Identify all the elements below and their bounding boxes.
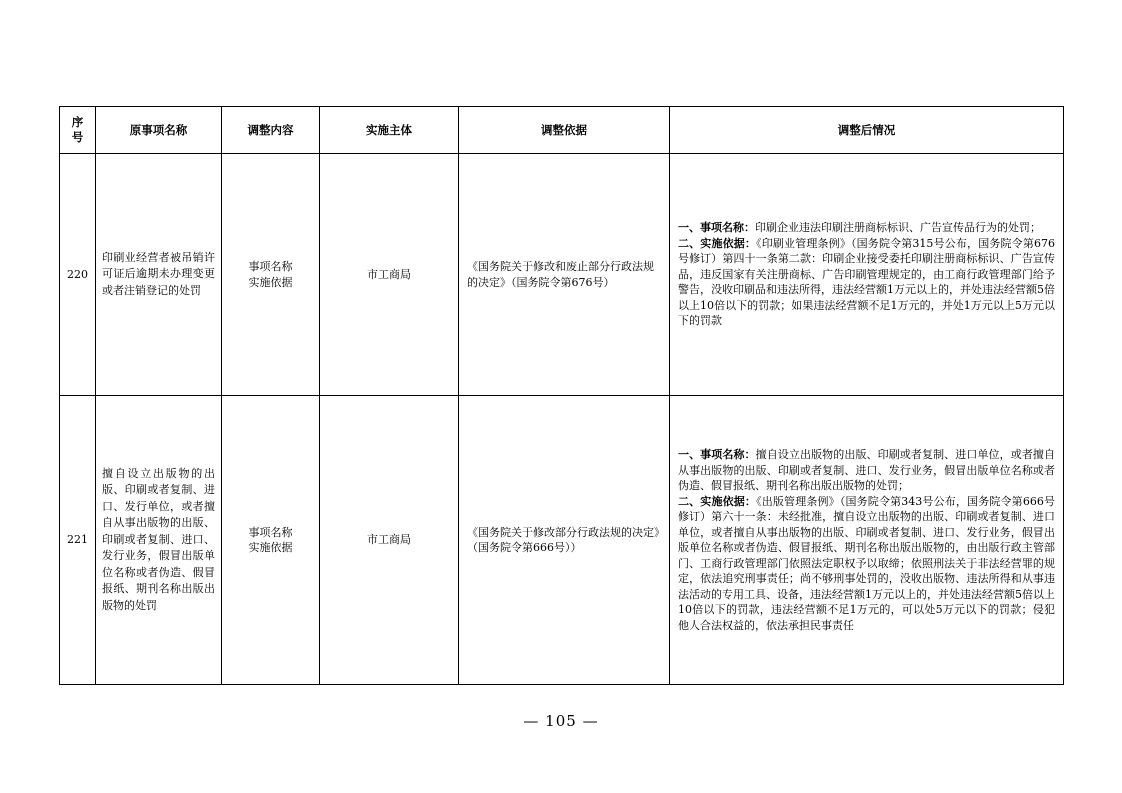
- result-basis: [678, 236, 1055, 329]
- result-basis-label: 二、实施依据：: [678, 236, 757, 250]
- header-num: [60, 107, 96, 154]
- result-item-name: [678, 220, 1055, 236]
- row-subject: 市工商局: [320, 396, 459, 685]
- result-basis: [678, 494, 1055, 634]
- content-line: 实施依据: [248, 541, 293, 554]
- table-row: [60, 396, 1064, 685]
- result-item-text: 印刷企业违法印刷注册商标标识、广告宣传品行为的处罚；: [755, 221, 1041, 235]
- result-item-text: 擅自设立出版物的出版、印刷或者复制、进口单位，或者擅自从事出版物的出版、印刷或者复制、进口、发行业务，假冒出版单位名称或者伪造、假冒报纸、期刊名称出版出版物的处罚；: [678, 448, 1056, 492]
- header-basis: 调整依据: [459, 107, 670, 154]
- table-row: [60, 154, 1064, 396]
- table-header-row: [60, 107, 1064, 154]
- header-subject: 实施主体: [320, 107, 459, 154]
- header-result: 调整后情况: [670, 107, 1064, 154]
- row-original-name: 印刷业经营者被吊销许可证后逾期未办理变更或者注销登记的处罚: [96, 154, 222, 396]
- header-content: 调整内容: [222, 107, 320, 154]
- result-basis-label: 二、实施依据：: [678, 494, 757, 508]
- content-line: 实施依据: [248, 275, 293, 289]
- result-item-name: [678, 447, 1055, 494]
- result-basis-text: 《印刷业管理条例》（国务院令第315号公布，国务院令第676号修订）第四十一条第二款：印刷企业接受委托印刷注册商标标识、广告宣传品，违反国家有关注册商标、广告印刷管理规定的，由工商行政管理部门给予警告，没收印刷品和违法所得，违法经营额1万元以上的，并处违法经营额5倍以上10倍以下的罚款；如果违法经营额不足1万元的，并处1万元以上5万元以下的罚款: [678, 236, 1055, 328]
- row-result: [670, 154, 1064, 396]
- adjustment-table: [59, 106, 1064, 685]
- content-line: 事项名称: [248, 260, 293, 273]
- row-num: 220: [60, 154, 96, 396]
- result-item-label: 一、事项名称：: [678, 221, 755, 235]
- page-number: — 105 —: [523, 712, 599, 730]
- header-num-label: 序 号: [71, 115, 84, 144]
- row-basis: 《国务院关于修改和废止部分行政法规的决定》（国务院令第676号）: [459, 154, 670, 396]
- header-name: 原事项名称: [96, 107, 222, 154]
- row-subject: 市工商局: [320, 154, 459, 396]
- row-basis: 《国务院关于修改部分行政法规的决定》（国务院令第666号））: [459, 396, 670, 685]
- row-num: 221: [60, 396, 96, 685]
- row-adjust-content: [222, 396, 320, 685]
- content-line: 事项名称: [248, 525, 293, 539]
- result-item-label: 一、事项名称：: [678, 448, 756, 461]
- row-result: [670, 396, 1064, 685]
- row-original-name: 擅自设立出版物的出版、印刷或者复制、进口、发行单位，或者擅自从事出版物的出版、印刷或者复制、进口、发行业务，假冒出版单位名称或者伪造、假冒报纸、期刊名称出版出版物的处罚: [96, 396, 222, 685]
- result-basis-text: 《出版管理条例》（国务院令第343号公布，国务院令第666号修订）第六十一条：未经批准，擅自设立出版物的出版、印刷或者复制、进口单位，或者擅自从事出版物的出版、印刷或者复制、进口、发行业务，假冒出版单位名称或者伪造、假冒报纸、期刊名称出版出版物的，由出版行政主管部门、工商行政管理部门依照法定职权予以取缔；依照刑法关于非法经营罪的规定，依法追究刑事责任；尚不够刑事处罚的，没收出版物、违法所得和从事违法活动的专用工具、设备，违法经营额1万元以上的，并处违法经营额5倍以上10倍以下的罚款，违法经营额不足1万元的，可以处5万元以下的罚款；侵犯他人合法权益的，依法承担民事责任: [678, 494, 1055, 632]
- row-adjust-content: [222, 154, 320, 396]
